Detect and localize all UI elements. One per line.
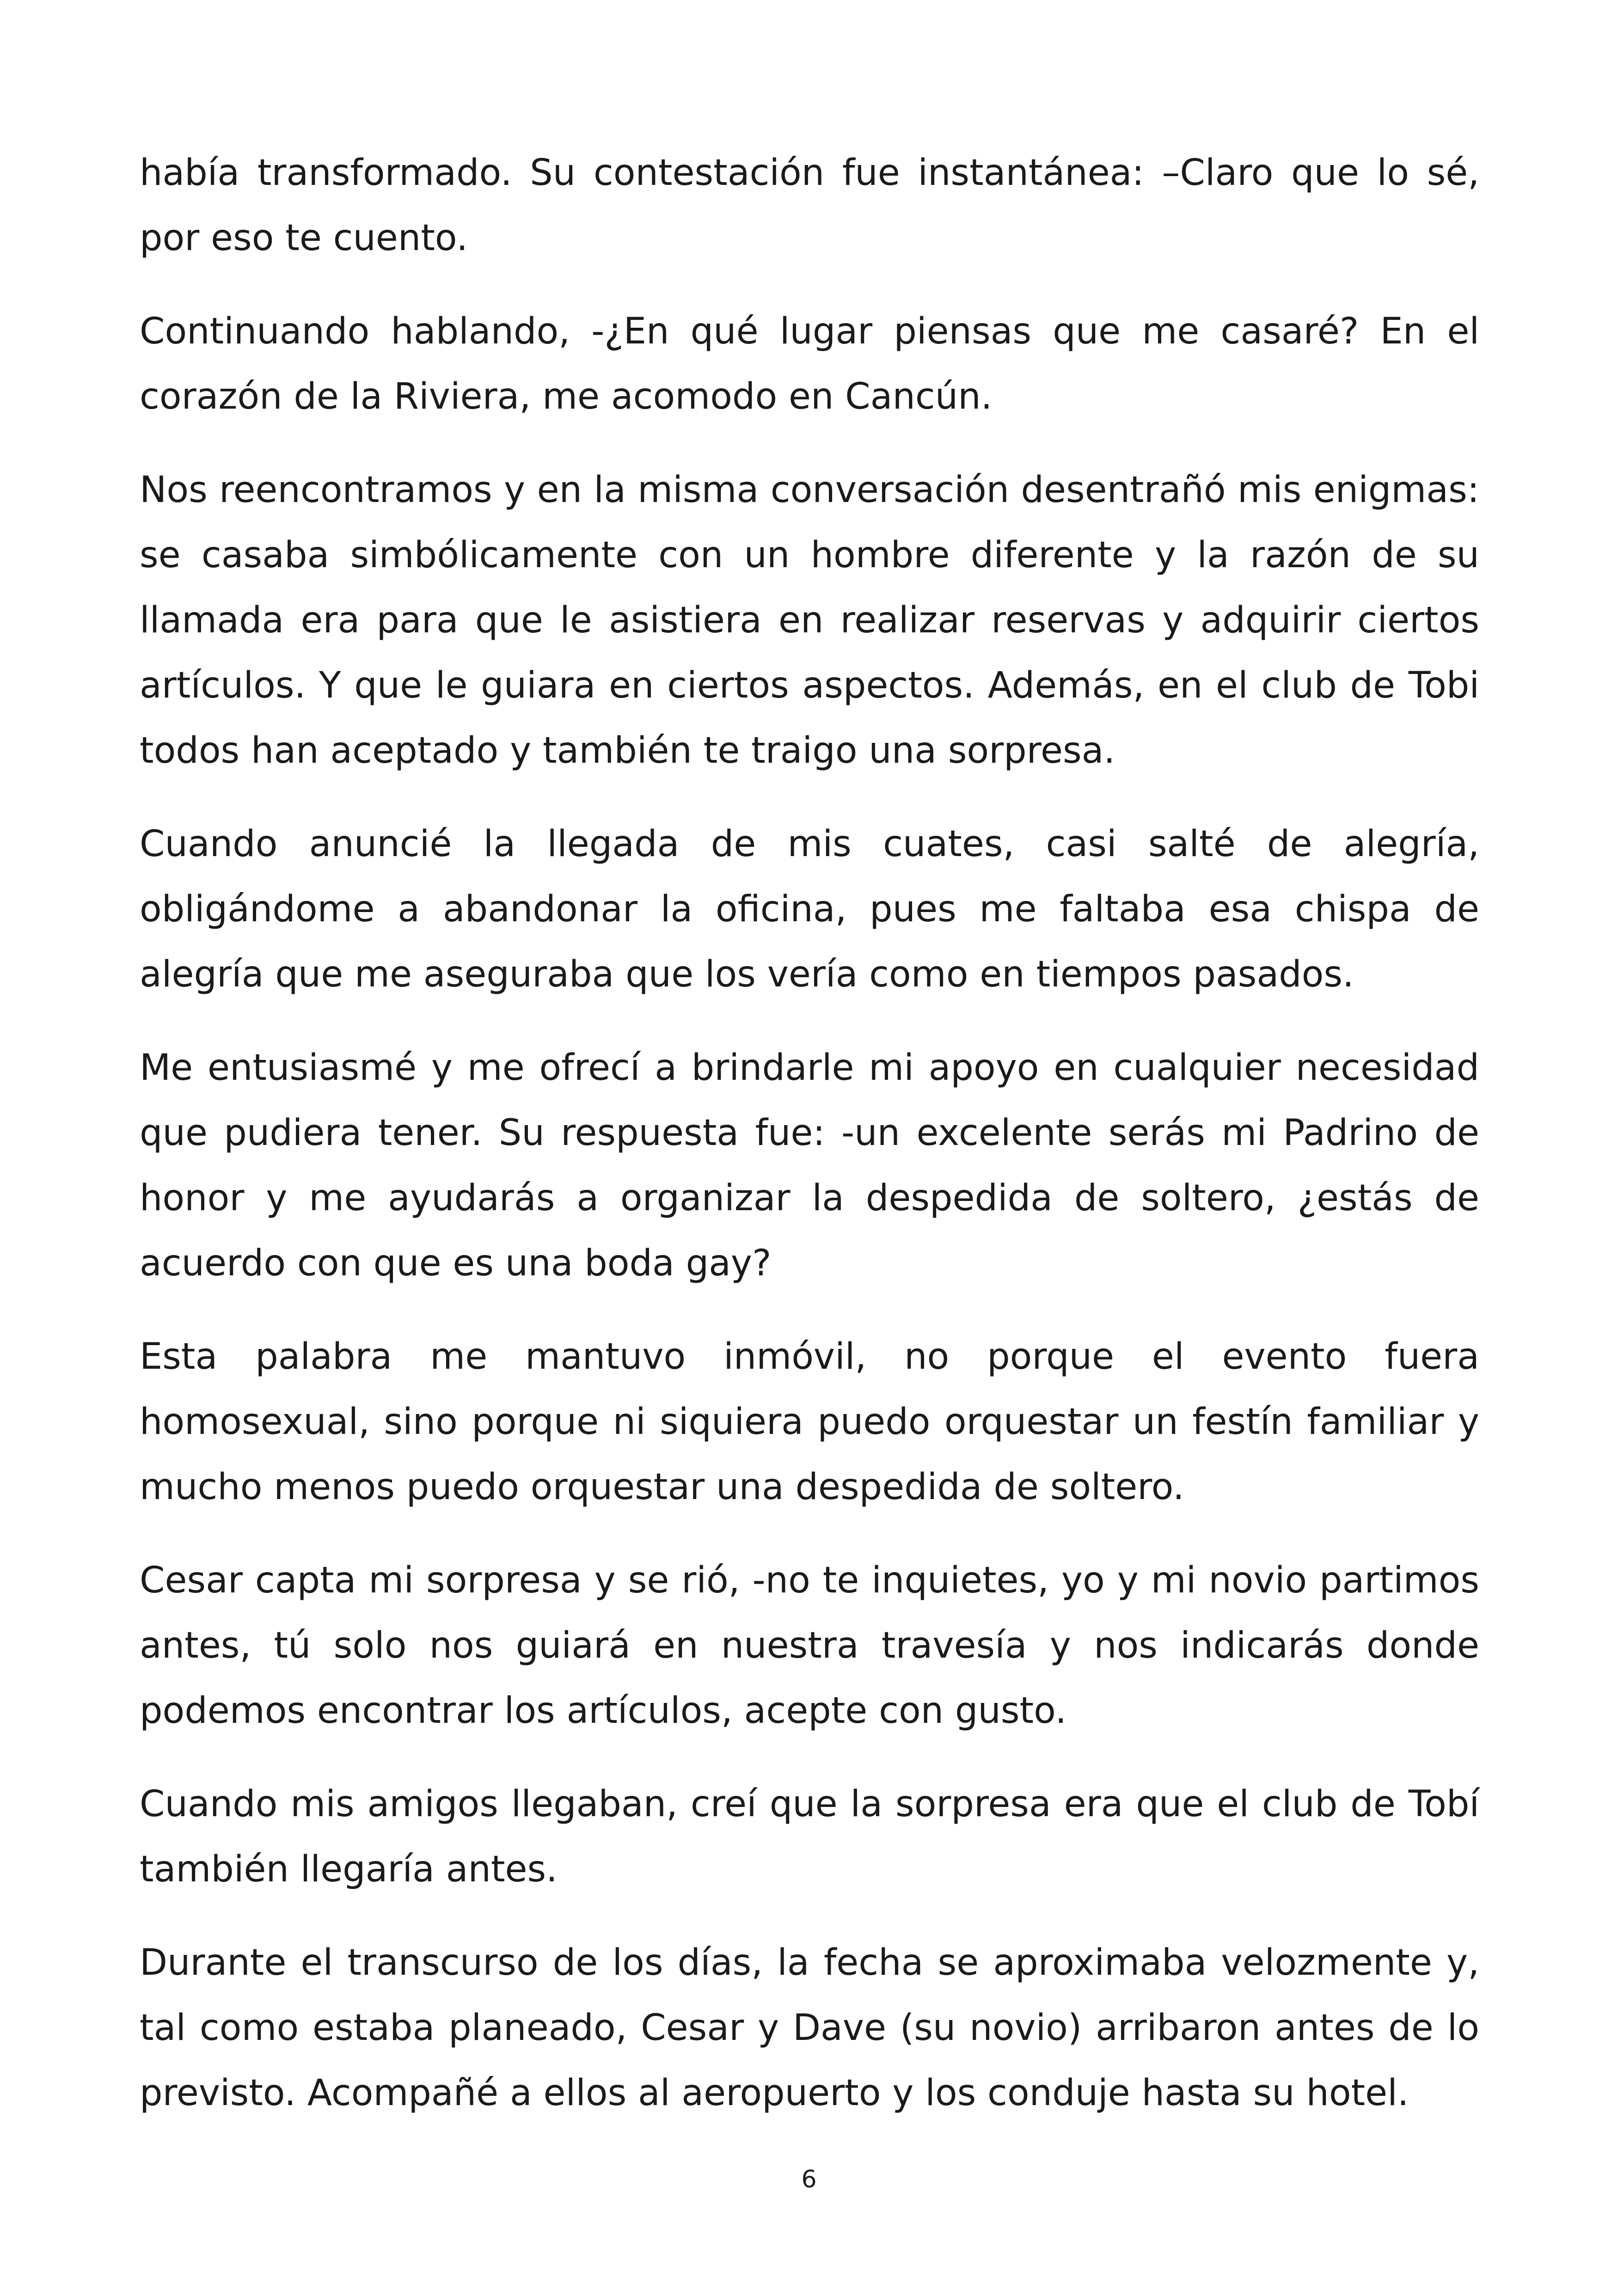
- body-text: [140, 141, 1479, 2154]
- paragraph: había transformado. Su contestación fue instantánea: –Claro que lo sé, por eso te cuento.: [140, 152, 1479, 259]
- paragraph: Cesar capta mi sorpresa y se rió, -no te inquietes, yo y mi novio partimos antes, tú solo nos guiará en nuestra travesía y nos indicarás donde podemos encontrar los artículos, acepte con gusto.: [140, 1560, 1479, 1732]
- paragraph: Cuando anuncié la llegada de mis cuates, casi salté de alegría, obligándome a abandonar la oficina, pues me faltaba esa chispa de alegría que me aseguraba que los vería como en tiempos pasados.: [140, 823, 1479, 995]
- page-number: 6: [801, 2166, 817, 2193]
- paragraph: Me entusiasmé y me ofrecí a brindarle mi apoyo en cualquier necesidad que pudiera tener. Su respuesta fue: -un excelente serás mi Padrino de honor y me ayudarás a organizar la despedida de soltero, ¿estás de acuerdo con que es una boda gay?: [140, 1047, 1479, 1284]
- paragraph: Continuando hablando, -¿En qué lugar piensas que me casaré? En el corazón de la Riviera, me acomodo en Cancún.: [140, 311, 1479, 417]
- paragraph: Nos reencontramos y en la misma conversación desentrañó mis enigmas: se casaba simbólicamente con un hombre diferente y la razón de su llamada era para que le asistiera en realizar reservas y adquirir ciertos artículos. Y que le guiara en ciertos aspectos. Además, en el club de Tobi todos han aceptado y también te traigo una sorpresa.: [140, 469, 1479, 771]
- paragraph: Esta palabra me mantuvo inmóvil, no porque el evento fuera homosexual, sino porque ni siquiera puedo orquestar un festín familiar y mucho menos puedo orquestar una despedida de soltero.: [140, 1336, 1479, 1508]
- paragraph: Cuando mis amigos llegaban, creí que la sorpresa era que el club de Tobí también llegaría antes.: [140, 1783, 1479, 1890]
- paragraph: Durante el transcurso de los días, la fecha se aproximaba velozmente y, tal como estaba planeado, Cesar y Dave (su novio) arribaron antes de lo previsto. Acompañé a ellos al aeropuerto y los conduje hasta su hotel.: [140, 1942, 1479, 2114]
